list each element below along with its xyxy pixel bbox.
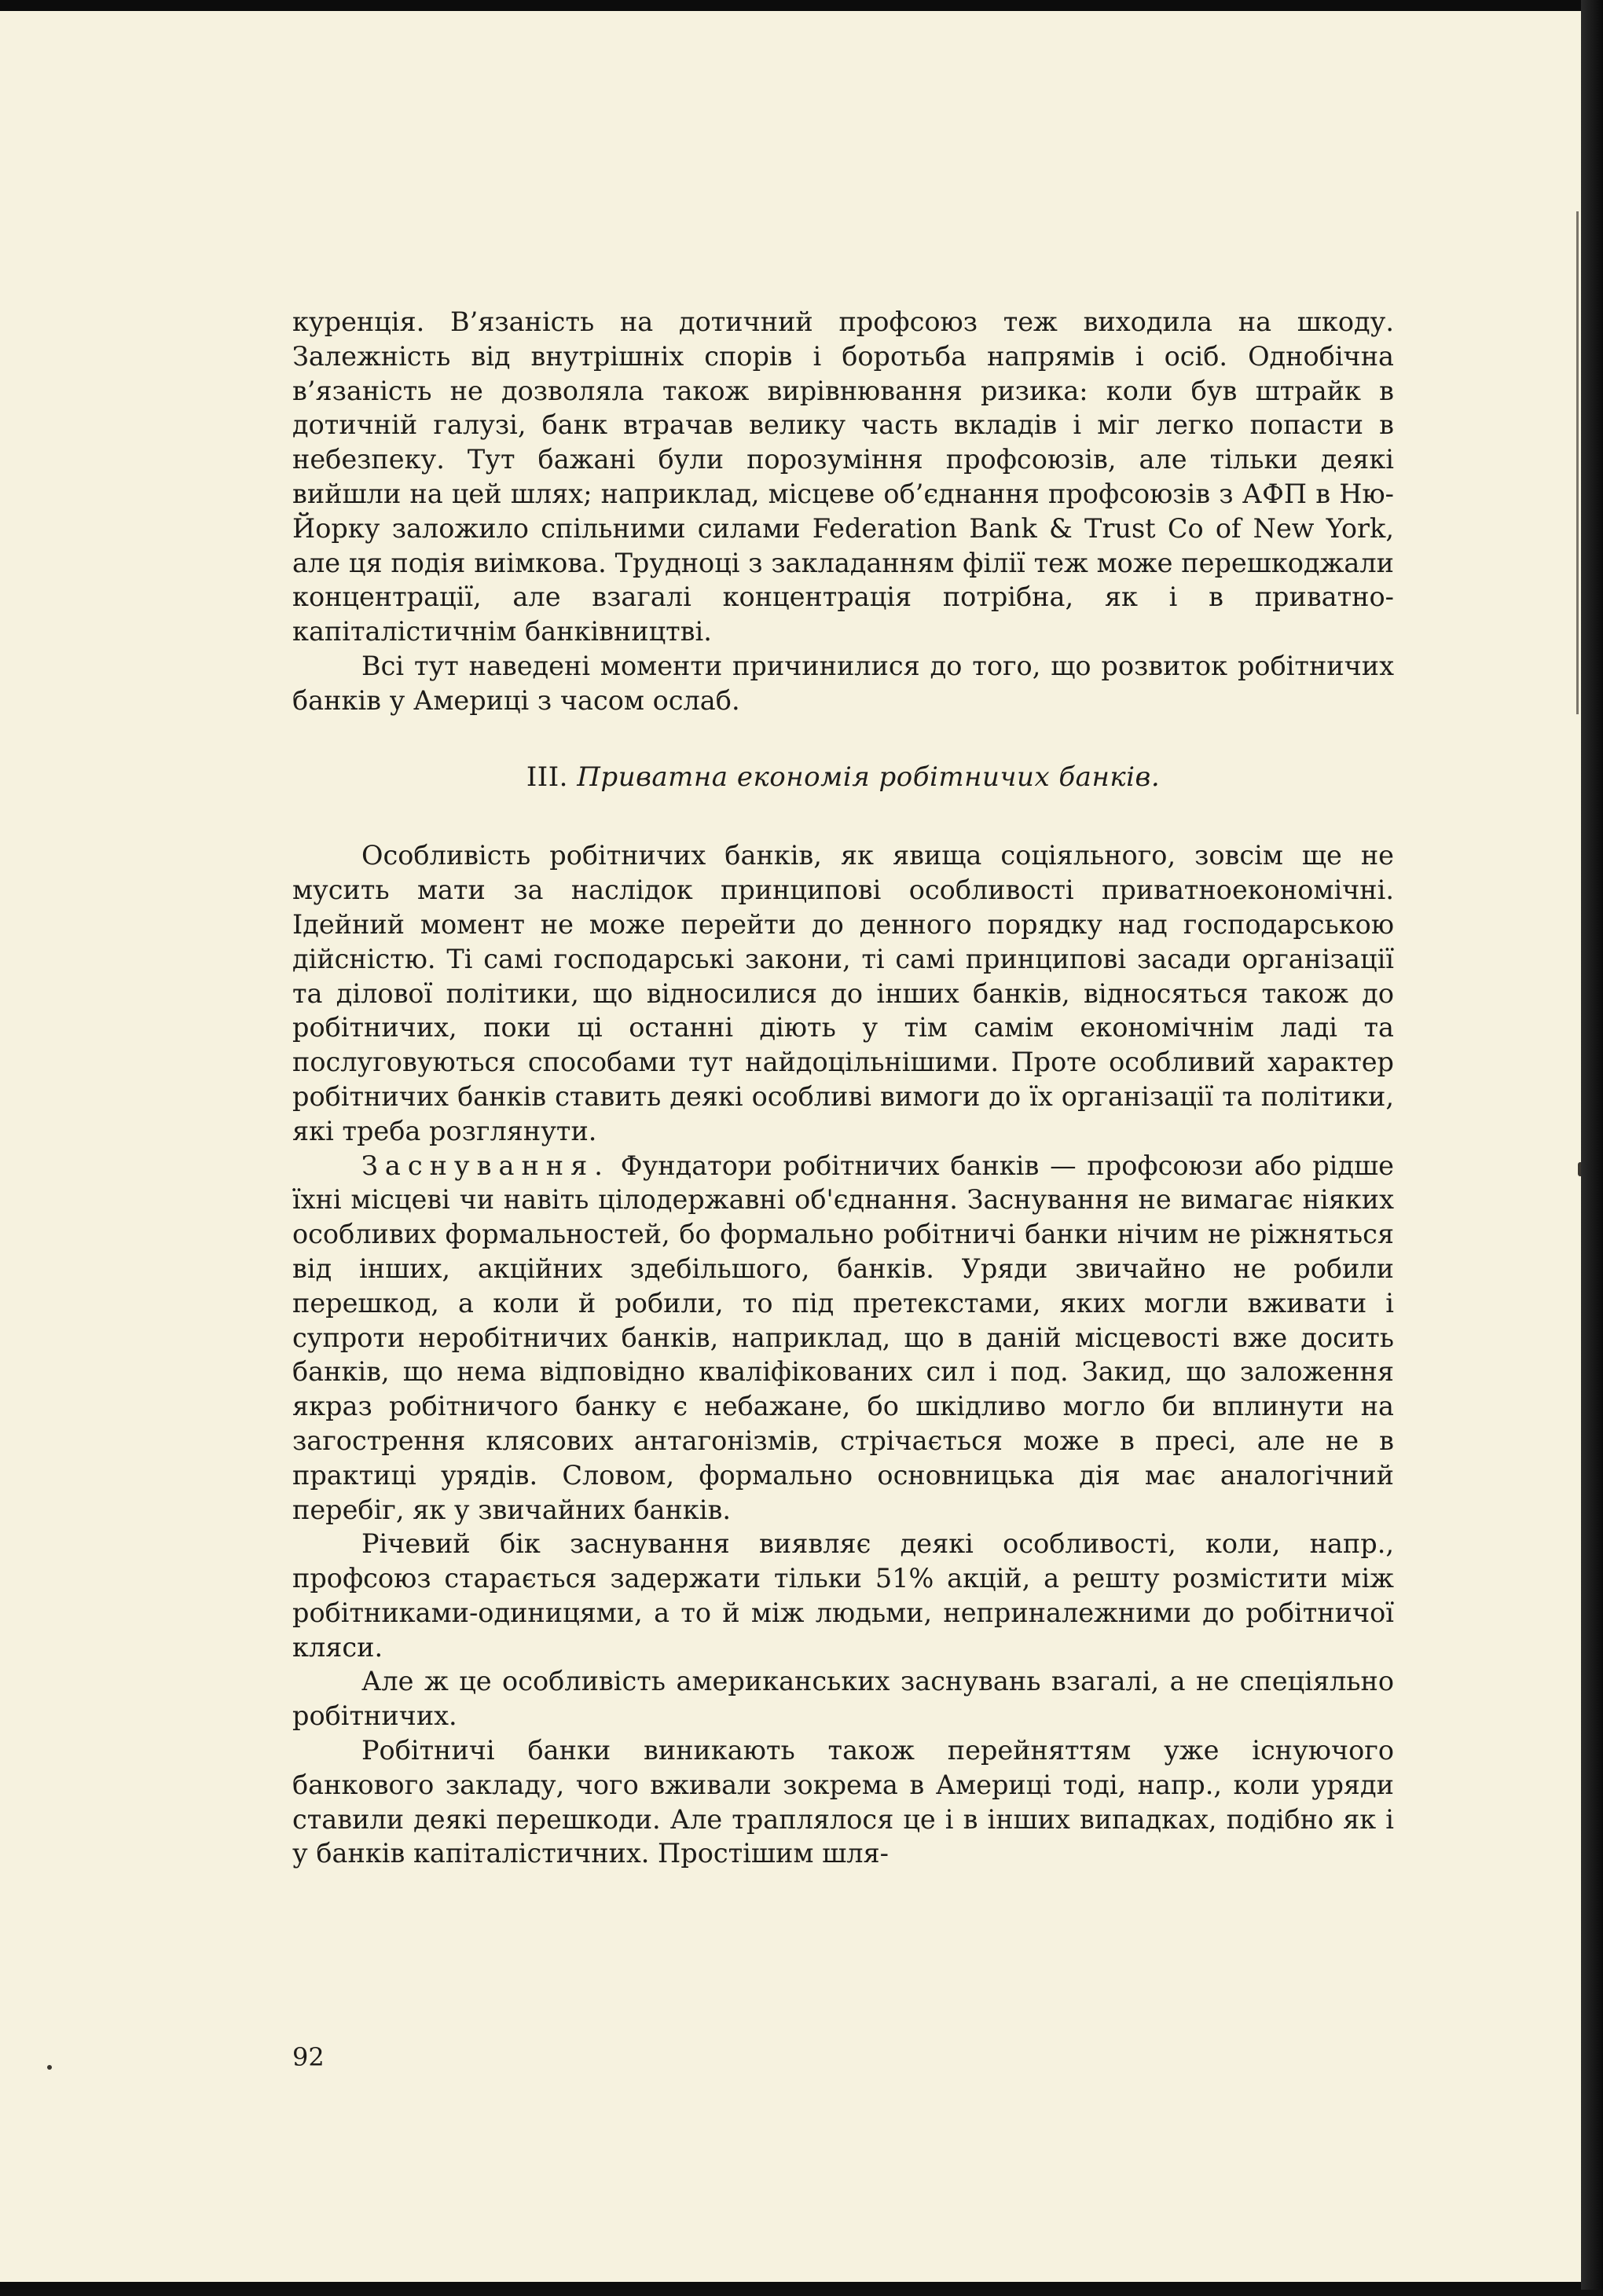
paragraph-founding-text: Фундатори робітничих банків — профсоюзи або рідше їхні місцеві чи навіть цілодержавні об'єднання. Заснування не вимагає ніяких особливих формальностей, бо формально робітничі банки нічим не ріжняться від інших, акційних здебільшого, банків. Уряди звичайно не робили перешкод, а коли й робили, то під претекстами, яких могли вживати і супроти неробітничих банків, наприклад, що в даній місцевості вже досить банків, що нема відповідно кваліфікованих сил і под. Закид, що заложення якраз робітничого банку є небажане, бо шкідливо могло би вплинути на загострення клясових антагонізмів, стрічається може в пресі, але не в практиці урядів. Словом, формально основницька дія має аналогічний перебіг, як у звичайних банків. — [292, 1150, 1394, 1525]
paragraph-continuation: куренція. В’язаність на дотичний профсоюз теж виходила на шкоду. Залежність від внутрішніх спорів і боротьба напрямів і осіб. Однобічна в’язаність не дозволяла також вирівнювання ризика: коли був штрайк в дотичній галузі, банк втрачав велику часть вкладів і міг легко попасти в небезпеку. Тут бажані були порозуміння профсоюзів, але тільки деякі вийшли на цей шлях; наприклад, місцеве об’єднання профсоюзів з АФП в Ню-Йорку заложило спільними силами Federation Bank & Trust Co of New York, але ця подія виімкова. Трудноці з закладанням філії теж може перешкоджали концентрації, але взагалі концентрація потрібна, як і в приватно-капіталістичнім банківництві. — [292, 306, 1394, 647]
section-title: Приватна економія робітничих банків. — [577, 761, 1161, 793]
scan-bottom-edge — [0, 2290, 1603, 2296]
section-number: III. — [526, 761, 568, 793]
ink-speck — [47, 2065, 52, 2070]
page-number: 92 — [292, 2042, 325, 2072]
section-heading — [292, 761, 1394, 795]
paragraph-founding — [292, 1149, 1394, 1528]
paragraph-conclusion: Всі тут наведені моменти причинилися до того, що розвиток робітничих банків у Америці з часом ослаб. — [292, 650, 1394, 716]
paragraph-takeover: Робітничі банки виникають також перейняттям уже існуючого банкового закладу, чого вживали зокрема в Америці тоді, напр., коли уряди ставили деякі перешкоди. Але траплялося це і в інших випадках, подібно як і у банків капіталістичних. Простішим шля- — [292, 1735, 1394, 1869]
body-text — [292, 305, 1394, 1871]
book-spine-shadow — [1581, 0, 1603, 2296]
paragraph-substance: Річевий бік заснування виявляє деякі особливості, коли, напр., профсоюз старається задержати тільки 51% акцій, а решту розмістити між робітниками-одиницями, а то й між людьми, неприналежними до робітничої кляси. — [292, 1528, 1394, 1663]
page-edge-mark — [1576, 211, 1579, 714]
book-page — [0, 11, 1581, 2282]
paragraph-american: Але ж це особливість американських заснувань взагалі, а не спеціяльно робітничих. — [292, 1666, 1394, 1732]
spaced-term: Заснування. — [361, 1150, 610, 1181]
paragraph-intro: Особливість робітничих банків, як явища соціяльного, зовсім ще не мусить мати за наслідок принципові особливості приватноекономічні. Ідейний момент не може перейти до денного порядку над господарською дійсністю. Ті самі господарські закони, ті самі принципові засади організації та ділової політики, що відносилися до інших банків, відносяться також до робітничих, поки ці останні діють у тім самім економічнім ладі та послуговуються способами тут найдоцільнішими. Проте особливий характер робітничих банків ставить деякі особливі вимоги до їх організації та політики, які треба розглянути. — [292, 840, 1394, 1146]
